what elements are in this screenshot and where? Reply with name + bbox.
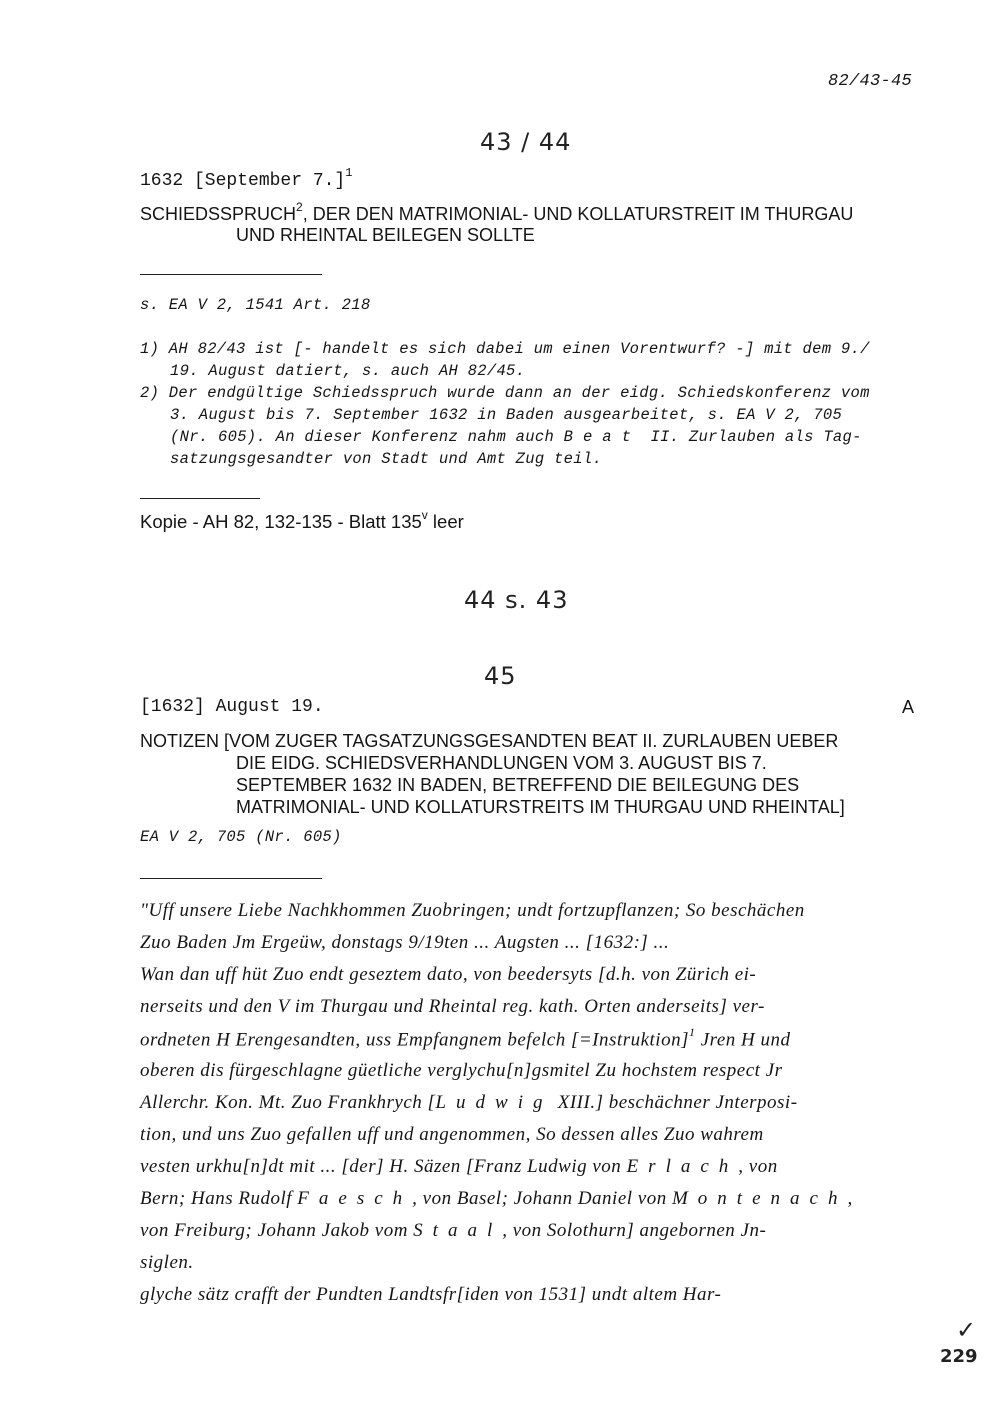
doc43-title-pre: SCHIEDSSPRUCH xyxy=(140,204,297,224)
divider-1 xyxy=(140,274,322,275)
reference-number: 82/43-45 xyxy=(828,72,913,91)
doc45-title-line3: SEPTEMBER 1632 IN BADEN, BETREFFEND DIE BEILEGUNG DES xyxy=(236,775,800,795)
text-line-1: "Uff unsere Liebe Nachkhommen Zuobringen; undt fortzupflanzen; So beschächen xyxy=(140,900,805,921)
page-number: 229 xyxy=(940,1346,978,1367)
divider-3 xyxy=(140,878,322,879)
doc43-copy-text: Kopie - AH 82, 132-135 - Blatt 135 xyxy=(140,511,422,533)
doc43-note2-line4: satzungsgesandter von Stadt und Amt Zug teil. xyxy=(170,450,603,468)
text-line-10 xyxy=(140,1188,853,1210)
text-line-5-pre: ordneten H Erengesandten, uss Empfangnem befelch [=Instruktion] xyxy=(140,1029,689,1051)
text-line-7-name: Ludwig xyxy=(435,1092,553,1113)
text-line-10-post: , xyxy=(847,1188,853,1209)
doc-number-44: 44 s. 43 xyxy=(464,586,569,614)
doc43-date-note: 1 xyxy=(345,166,353,180)
doc45-title-line2: DIE EIDG. SCHIEDSVERHANDLUNGEN VOM 3. AUGUST BIS 7. xyxy=(236,753,767,773)
doc43-note2-line3 xyxy=(170,428,862,446)
text-line-8: tion, und uns Zuo gefallen uff und angenommen, So dessen alles Zuo wahrem xyxy=(140,1124,764,1145)
text-line-4: nerseits und den V im Thurgau und Rheintal reg. kath. Orten anderseits] ver- xyxy=(140,996,765,1017)
text-line-7-post: XIII.] beschächner Jnterposi- xyxy=(552,1092,798,1113)
text-line-11-name: Staal xyxy=(413,1220,503,1241)
doc43-date xyxy=(140,168,352,191)
doc43-note1-line2: 19. August datiert, s. auch AH 82/45. xyxy=(170,362,526,380)
text-line-9-name: Erlach xyxy=(626,1156,739,1177)
text-line-7-pre: Allerchr. Kon. Mt. Zuo Frankhrych [ xyxy=(140,1092,436,1113)
doc43-note2-line1: 2) Der endgültige Schiedsspruch wurde dann an der eidg. Schiedskonferenz vom xyxy=(140,384,870,402)
doc43-note1-line1: 1) AH 82/43 ist [- handelt es sich dabei um einen Vorentwurf? -] mit dem 9./ xyxy=(140,340,870,358)
text-line-2: Zuo Baden Jm Ergeüw, donstags 9/19ten ... Augsten ... [1632:] ... xyxy=(140,932,670,953)
doc43-note2-line3-post: II. Zurlauben als Tag- xyxy=(650,428,862,446)
doc43-note2-line2: 3. August bis 7. September 1632 in Baden ausgearbeitet, s. EA V 2, 705 xyxy=(170,406,843,424)
text-line-6: oberen dis fürgeschlagne güetliche verglychu[n]gsmitel Zu hochstem respect Jr xyxy=(140,1060,783,1081)
text-line-11 xyxy=(140,1220,766,1242)
text-line-9-post: , von xyxy=(738,1156,778,1177)
doc43-title-line1 xyxy=(140,202,853,225)
doc-number-43: 43 / 44 xyxy=(480,128,572,156)
doc43-copy-ref xyxy=(140,510,464,533)
text-line-5 xyxy=(140,1027,791,1051)
text-line-10-name2: Montenach xyxy=(671,1188,848,1209)
doc45-date: [1632] August 19. xyxy=(140,697,324,717)
text-line-12: siglen. xyxy=(140,1252,194,1273)
text-line-10-pre: Bern; Hans Rudolf xyxy=(140,1188,293,1209)
text-line-7 xyxy=(140,1092,798,1114)
doc45-title-line4: MATRIMONIAL- UND KOLLATURSTREITS IM THURGAU UND RHEINTAL] xyxy=(236,797,845,817)
text-line-11-post: , von Solothurn] angebornen Jn- xyxy=(502,1220,767,1241)
doc43-copy-sup: v xyxy=(421,508,428,522)
doc43-title-post: , DER DEN MATRIMONIAL- UND KOLLATURSTREIT IM THURGAU xyxy=(302,204,854,224)
text-line-5-note: 1 xyxy=(688,1025,696,1039)
doc45-title-line1: NOTIZEN [VOM ZUGER TAGSATZUNGSGESANDTEN BEAT II. ZURLAUBEN UEBER xyxy=(140,731,839,751)
doc43-note2-line3-name: Beat xyxy=(563,428,641,446)
text-line-9 xyxy=(140,1156,778,1178)
text-line-9-pre: vesten urkhu[n]dt mit ... [der] H. Säzen [Franz Ludwig von xyxy=(140,1156,622,1177)
doc43-source-ref: s. EA V 2, 1541 Art. 218 xyxy=(140,296,371,314)
doc43-title-line2: UND RHEINTAL BEILEGEN SOLLTE xyxy=(236,225,535,245)
divider-2 xyxy=(140,498,260,499)
doc43-date-text: 1632 [September 7.] xyxy=(140,171,346,191)
text-line-10-name: Faesch xyxy=(297,1188,413,1209)
text-line-5-post: Jren H und xyxy=(695,1029,791,1051)
doc43-copy-post: leer xyxy=(427,511,464,533)
check-mark: ✓ xyxy=(956,1316,977,1344)
doc43-note2-line3-pre: (Nr. 605). An dieser Konferenz nahm auch xyxy=(170,428,555,446)
text-line-3: Wan dan uff hüt Zuo endt geseztem dato, von beedersyts [d.h. von Zürich ei- xyxy=(140,964,757,985)
text-line-11-pre: von Freiburg; Johann Jakob vom xyxy=(140,1220,408,1241)
text-line-13: glyche sätz crafft der Pundten Landtsfr[iden von 1531] undt altem Har- xyxy=(140,1284,722,1305)
text-line-10-mid: , von Basel; Johann Daniel von xyxy=(412,1188,667,1209)
doc45-source-ref: EA V 2, 705 (Nr. 605) xyxy=(140,828,342,846)
doc43-title-note: 2 xyxy=(296,200,303,214)
doc45-marker: A xyxy=(902,697,915,717)
doc-number-45: 45 xyxy=(484,662,517,690)
